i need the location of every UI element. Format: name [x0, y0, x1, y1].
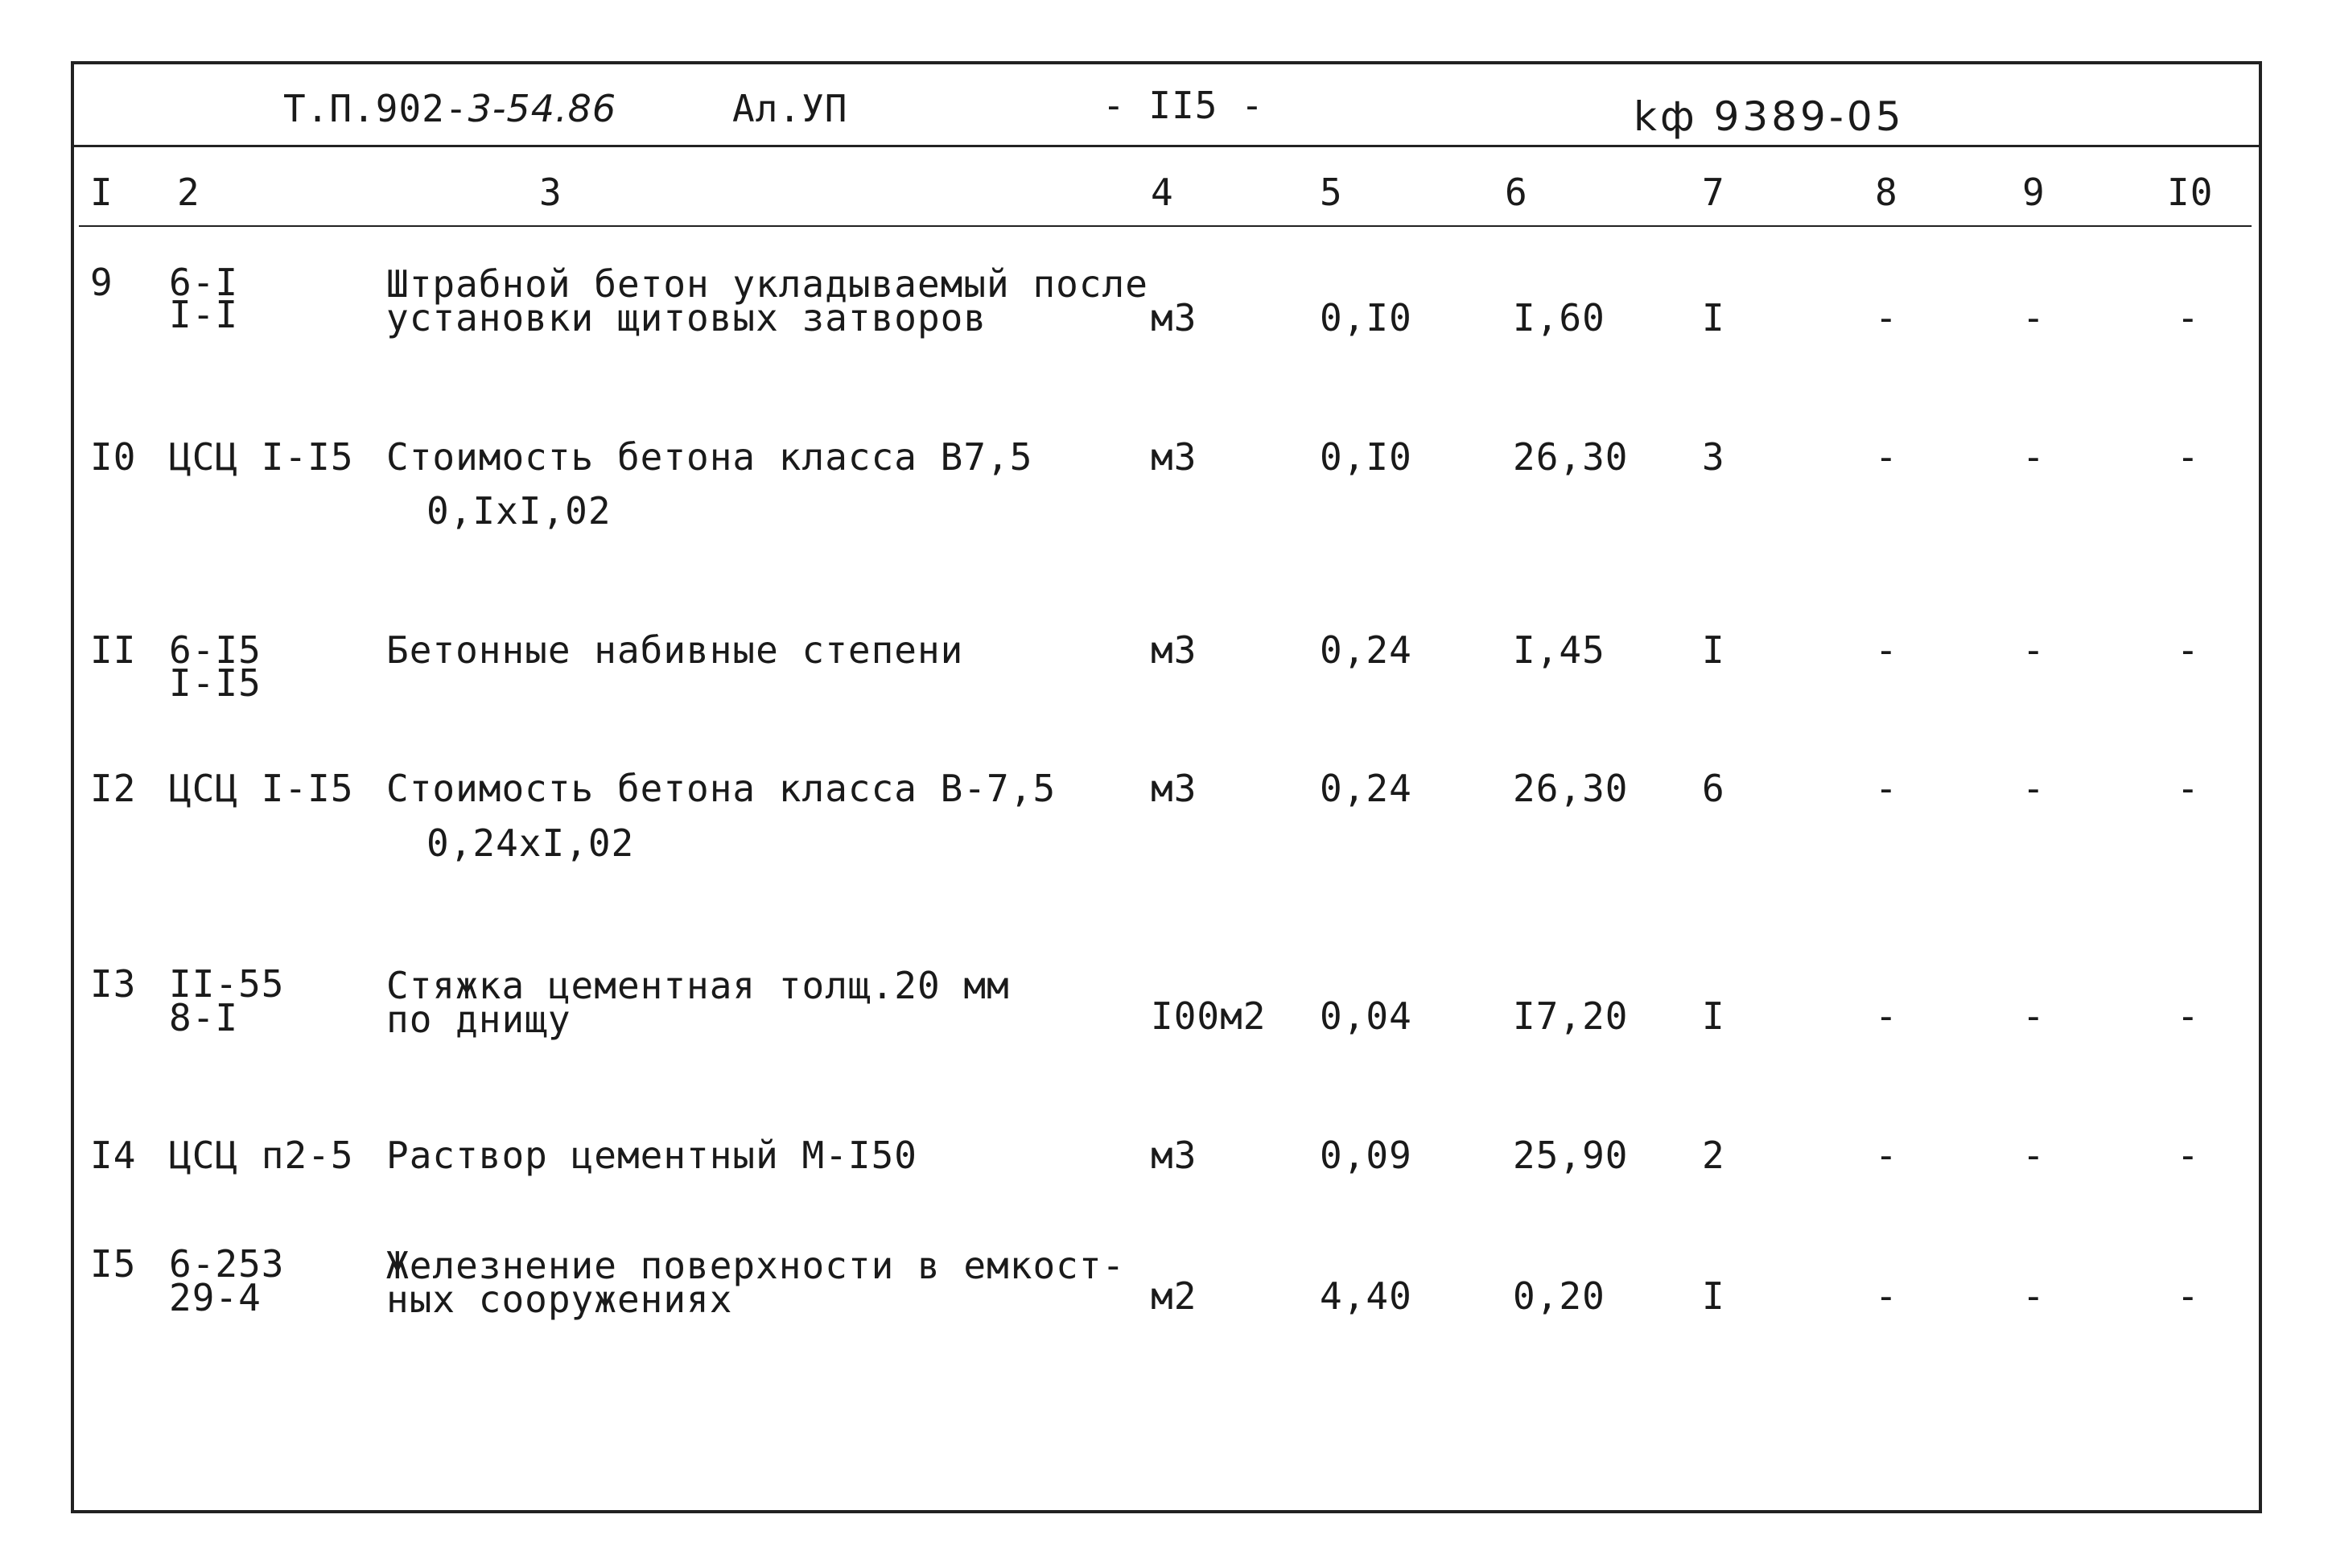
row-quantity: 0,09	[1320, 1134, 1412, 1177]
row-col7: I	[1702, 994, 1725, 1038]
row-col9: -	[2022, 296, 2046, 340]
row-col10: -	[2177, 1274, 2200, 1318]
col-heading-10: I0	[2167, 171, 2214, 214]
page-number: - II5 -	[1102, 84, 1264, 127]
col-heading-7: 7	[1702, 171, 1725, 214]
col-heading-9: 9	[2022, 171, 2046, 214]
row-code-2: 8-I	[169, 996, 239, 1039]
row-code-2: I-I5	[169, 661, 262, 705]
row-number: 9	[90, 261, 113, 304]
row-code-1: ЦСЦ I-I5	[169, 767, 354, 810]
row-desc-2: ных сооружениях	[386, 1278, 733, 1321]
row-price: I,60	[1513, 296, 1605, 340]
row-quantity: 0,I0	[1320, 296, 1412, 340]
row-col9: -	[2022, 1134, 2046, 1177]
row-number: I2	[90, 767, 137, 810]
column-header-divider	[79, 225, 2252, 227]
row-unit: м3	[1151, 296, 1197, 340]
row-col9: -	[2022, 628, 2046, 672]
row-col7: I	[1702, 628, 1725, 672]
row-unit: м3	[1151, 628, 1197, 672]
row-col10: -	[2177, 767, 2200, 810]
row-col10: -	[2177, 296, 2200, 340]
row-desc-1: Стоимость бетона класса В-7,5	[386, 767, 1057, 810]
row-col10: -	[2177, 435, 2200, 479]
row-col8: -	[1875, 1134, 1898, 1177]
col-heading-1: I	[90, 171, 113, 214]
doc-code-handwritten: 3-54.86	[468, 87, 617, 130]
row-desc-2: по днищу	[386, 998, 571, 1041]
row-code-2: I-I	[169, 293, 239, 336]
row-number: I3	[90, 962, 137, 1006]
row-col7: 6	[1702, 767, 1725, 810]
row-number: I0	[90, 435, 137, 479]
row-price: 0,20	[1513, 1274, 1605, 1318]
row-col9: -	[2022, 767, 2046, 810]
row-price: 25,90	[1513, 1134, 1629, 1177]
row-col9: -	[2022, 1274, 2046, 1318]
row-unit: м3	[1151, 1134, 1197, 1177]
row-col9: -	[2022, 994, 2046, 1038]
row-desc-1: Раствор цементный М-I50	[386, 1134, 917, 1177]
row-col7: 2	[1702, 1134, 1725, 1177]
row-col10: -	[2177, 628, 2200, 672]
row-code-1: 6-I	[169, 261, 239, 304]
row-price: 26,30	[1513, 767, 1629, 810]
row-quantity: 0,24	[1320, 767, 1412, 810]
row-desc-1: Бетонные набивные степени	[386, 628, 964, 672]
row-col8: -	[1875, 628, 1898, 672]
row-code-1: ЦСЦ п2-5	[169, 1134, 354, 1177]
row-col8: -	[1875, 767, 1898, 810]
row-desc-2: 0,IxI,02	[426, 489, 612, 533]
col-heading-5: 5	[1320, 171, 1343, 214]
row-quantity: 0,24	[1320, 628, 1412, 672]
row-col8: -	[1875, 435, 1898, 479]
row-col8: -	[1875, 296, 1898, 340]
col-heading-3: 3	[539, 171, 562, 214]
row-col10: -	[2177, 1134, 2200, 1177]
row-desc-1: Стоимость бетона класса В7,5	[386, 435, 1033, 479]
row-number: II	[90, 628, 137, 672]
row-unit: м3	[1151, 435, 1197, 479]
row-code-1: II-55	[169, 962, 285, 1006]
doc-code-prefix: Т.П.902-	[283, 87, 468, 130]
row-col7: I	[1702, 1274, 1725, 1318]
row-col7: 3	[1702, 435, 1725, 479]
row-col7: I	[1702, 296, 1725, 340]
row-code-1: 6-253	[169, 1242, 285, 1286]
row-number: I5	[90, 1242, 137, 1286]
row-desc-1: Штрабной бетон укладываемый после	[386, 262, 1148, 306]
col-heading-8: 8	[1875, 171, 1898, 214]
header-divider	[74, 145, 2259, 147]
row-unit: м2	[1151, 1274, 1197, 1318]
row-quantity: 4,40	[1320, 1274, 1412, 1318]
row-desc-2: установки щитовых затворов	[386, 296, 987, 340]
row-code-1: ЦСЦ I-I5	[169, 435, 354, 479]
row-price: I,45	[1513, 628, 1605, 672]
row-col8: -	[1875, 1274, 1898, 1318]
row-desc-1: Железнение поверхности в емкост-	[386, 1244, 1126, 1287]
album-label: Ал.УП	[732, 87, 848, 130]
row-price: 26,30	[1513, 435, 1629, 479]
row-quantity: 0,I0	[1320, 435, 1412, 479]
col-heading-2: 2	[177, 171, 200, 214]
row-desc-1: Стяжка цементная толщ.20 мм	[386, 964, 1010, 1007]
row-unit: м3	[1151, 767, 1197, 810]
row-desc-2: 0,24xI,02	[426, 821, 635, 865]
registry-number: kф 9389-05	[1634, 93, 1905, 140]
row-code-1: 6-I5	[169, 628, 262, 672]
doc-code	[283, 87, 617, 130]
row-price: I7,20	[1513, 994, 1629, 1038]
row-quantity: 0,04	[1320, 994, 1412, 1038]
row-col9: -	[2022, 435, 2046, 479]
row-code-2: 29-4	[169, 1276, 262, 1319]
row-unit: I00м2	[1151, 994, 1267, 1038]
row-number: I4	[90, 1134, 137, 1177]
row-col10: -	[2177, 994, 2200, 1038]
col-heading-4: 4	[1151, 171, 1174, 214]
col-heading-6: 6	[1505, 171, 1528, 214]
row-col8: -	[1875, 994, 1898, 1038]
